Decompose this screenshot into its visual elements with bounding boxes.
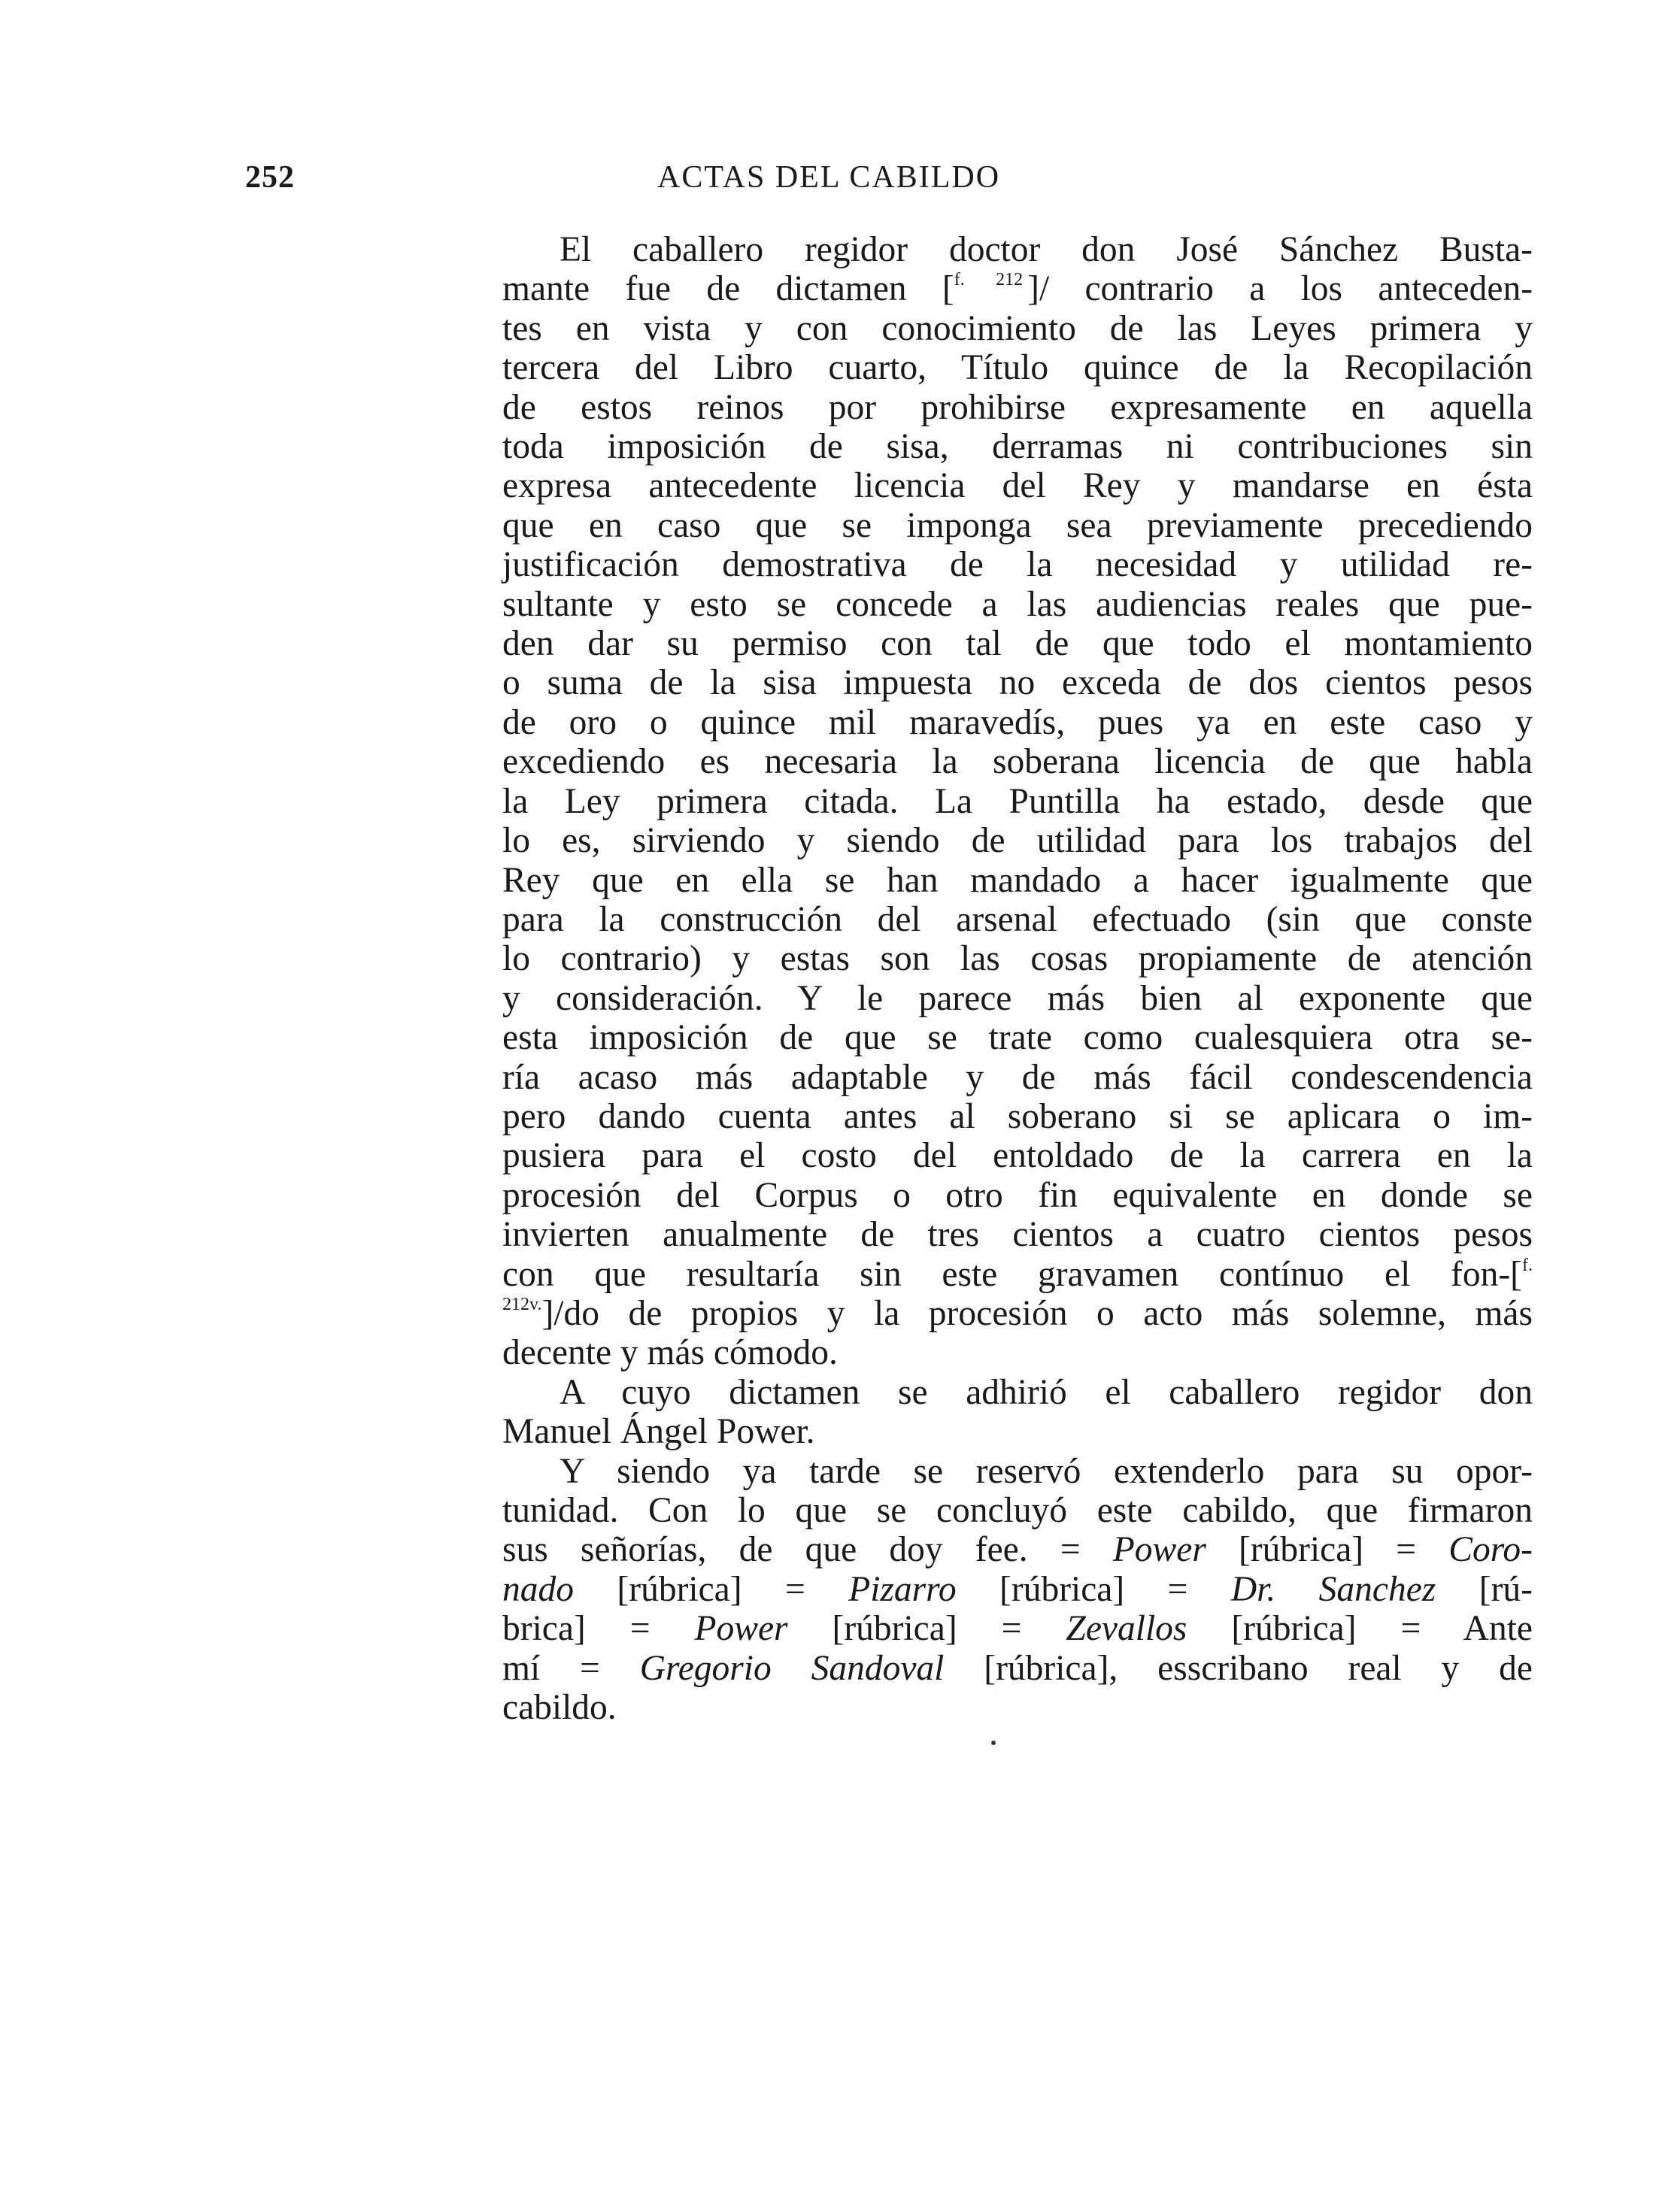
text-line: invierten anualmente de tres cientos a cuatro cientos pesos — [502, 1215, 1533, 1255]
text-segment: con que resultaría sin este gravamen contínuo el fon-[ — [502, 1254, 1522, 1294]
text-line — [502, 1570, 1533, 1609]
text-line: de oro o quince mil maravedís, pues ya en este caso y — [502, 702, 1533, 742]
signatory-name: Power — [694, 1609, 788, 1649]
text-line: Y siendo ya tarde se reservó extenderlo para su opor- — [560, 1451, 1533, 1491]
folio-marker: f. — [1522, 1255, 1533, 1275]
paragraph-dictamen — [502, 230, 1533, 1373]
print-dot — [991, 1741, 996, 1745]
text-line: Rey que en ella se han mandado a hacer igualmente que — [502, 860, 1533, 900]
text-segment: [rúbrica] = — [1206, 1530, 1449, 1570]
text-line: lo es, sirviendo y siendo de utilidad para los trabajos del — [502, 821, 1533, 861]
folio-marker: 212v. — [502, 1294, 542, 1314]
text-line: lo contrario) y estas son las cosas propiamente de atención — [502, 939, 1533, 979]
folio-marker: f. 212 — [954, 270, 1024, 290]
signatory-name: Zevallos — [1066, 1609, 1187, 1649]
page-number: 252 — [245, 160, 295, 195]
text-line: tercera del Libro cuarto, Título quince de la Recopilación — [502, 348, 1533, 388]
text-segment: [rúbrica] = — [787, 1609, 1066, 1649]
text-line: para la construcción del arsenal efectuado (sin que conste — [502, 899, 1533, 939]
text-line: tes en vista y con conocimiento de las Leyes primera y — [502, 308, 1533, 348]
text-line: sultante y esto se concede a las audiencias reales que pue- — [502, 584, 1533, 624]
text-segment: brica] = — [502, 1609, 695, 1649]
text-segment: mí = — [502, 1648, 640, 1688]
text-line: decente y más cómodo. — [502, 1333, 838, 1373]
text-line: ría acaso más adaptable y de más fácil condescendencia — [502, 1057, 1533, 1097]
text-line: y consideración. Y le parece más bien al exponente que — [502, 978, 1533, 1018]
signatory-name: Coro- — [1448, 1530, 1533, 1570]
text-segment: ]/ contrario a los anteceden- — [1027, 269, 1533, 309]
text-segment: [rúbrica] = — [956, 1569, 1231, 1609]
text-line: Manuel Ángel Power. — [502, 1412, 815, 1452]
text-line: expresa antecedente licencia del Rey y mandarse en ésta — [502, 466, 1533, 506]
signatory-name: Dr. Sanchez — [1230, 1569, 1436, 1609]
body-text — [502, 230, 1533, 1727]
text-segment: [rúbrica], esscribano real y de — [944, 1648, 1533, 1688]
text-line: toda imposición de sisa, derramas ni contribuciones sin — [502, 427, 1533, 467]
text-segment: [rúbrica] = — [574, 1569, 849, 1609]
text-line: de estos reinos por prohibirse expresamente en aquella — [502, 387, 1533, 427]
text-line: justificación demostrativa de la necesidad y utilidad re- — [502, 545, 1533, 585]
signatory-name: nado — [502, 1569, 574, 1609]
text-segment: [rú- — [1436, 1569, 1533, 1609]
text-line — [502, 1294, 1533, 1333]
signatory-name: Power — [1112, 1530, 1206, 1570]
text-line: la Ley primera citada. La Puntilla ha estado, desde que — [502, 781, 1533, 821]
text-line: procesión del Corpus o otro fin equivalente en donde se — [502, 1175, 1533, 1215]
paragraph-closing — [502, 1452, 1533, 1728]
text-line: den dar su permiso con tal de que todo el montamiento — [502, 624, 1533, 664]
text-line — [502, 1530, 1533, 1569]
text-line: esta imposición de que se trate como cualesquiera otra se- — [502, 1018, 1533, 1058]
text-line — [502, 1609, 1533, 1648]
paragraph-adhesion — [502, 1373, 1533, 1452]
text-line: El caballero regidor doctor don José Sánchez Busta- — [560, 230, 1533, 269]
signatory-name: Pizarro — [848, 1569, 957, 1609]
text-line — [502, 1649, 1533, 1688]
text-line: A cuyo dictamen se adhirió el caballero regidor don — [560, 1372, 1533, 1412]
text-line: excediendo es necesaria la soberana licencia de que habla — [502, 742, 1533, 782]
text-line: pero dando cuenta antes al soberano si se aplicara o im- — [502, 1096, 1533, 1136]
text-line: o suma de la sisa impuesta no exceda de dos cientos pesos — [502, 663, 1533, 703]
text-segment: [rúbrica] = Ante — [1187, 1609, 1533, 1649]
text-line: que en caso que se imponga sea previamente precediendo — [502, 505, 1533, 545]
running-head: ACTAS DEL CABILDO — [657, 160, 1001, 195]
text-segment: mante fue de dictamen [ — [502, 269, 954, 309]
signatory-name: Gregorio Sandoval — [639, 1648, 945, 1688]
text-line: tunidad. Con lo que se concluyó este cabildo, que firmaron — [502, 1491, 1533, 1530]
text-segment: sus señorías, de que doy fee. = — [502, 1530, 1113, 1570]
text-line — [502, 1255, 1533, 1294]
text-segment: ]/do de propios y la procesión o acto más solemne, más — [541, 1293, 1533, 1333]
text-line — [502, 269, 1533, 308]
text-line: pusiera para el costo del entoldado de la carrera en la — [502, 1136, 1533, 1176]
text-line: cabildo. — [502, 1688, 617, 1728]
